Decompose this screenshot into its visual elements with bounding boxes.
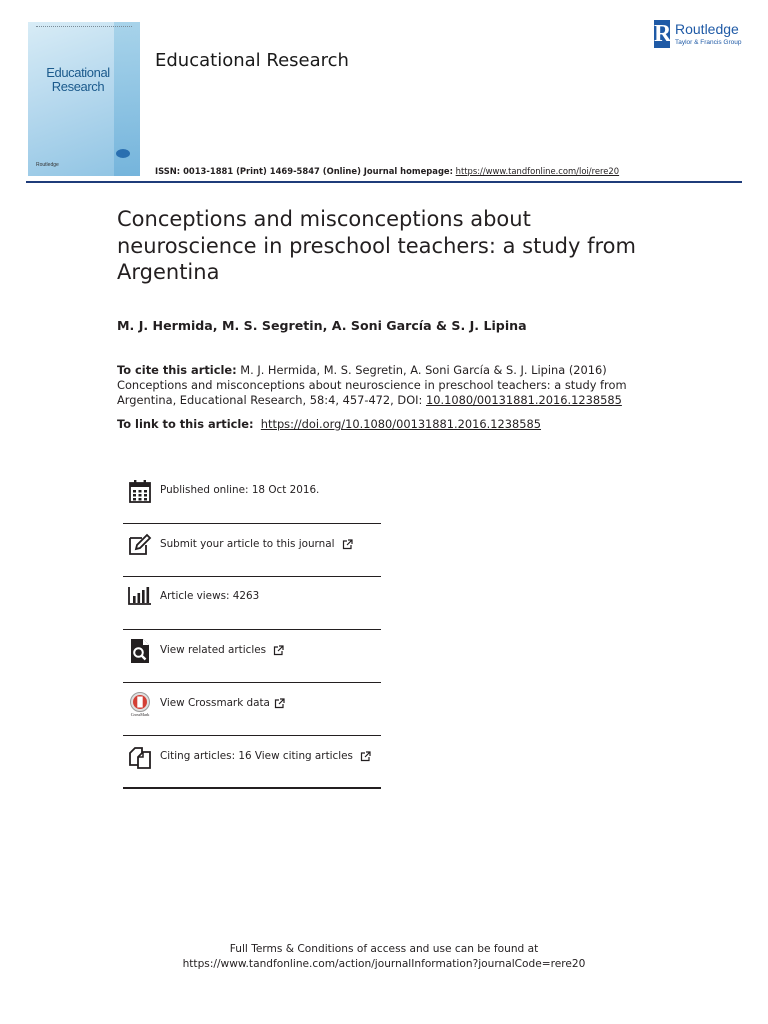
crossmark-caption: CrossMark [130, 712, 150, 717]
citation-label: To cite this article: [117, 363, 237, 377]
cover-logo-icon [116, 149, 130, 158]
citing-icon [127, 744, 153, 770]
publisher-subtitle: Taylor & Francis Group [675, 39, 742, 46]
header-divider [26, 181, 742, 183]
link-label: To link to this article: [117, 417, 254, 431]
divider [123, 576, 381, 577]
journal-name: Educational Research [155, 50, 349, 71]
issn-line [155, 166, 619, 176]
bar-chart-icon [127, 584, 153, 610]
citation-block [117, 363, 637, 409]
external-link-icon [360, 751, 371, 762]
footer-terms [0, 942, 768, 972]
divider [123, 735, 381, 736]
external-link-icon [342, 539, 353, 550]
article-views-text: Article views: 4263 [160, 590, 260, 602]
published-online-text: Published online: 18 Oct 2016. [160, 484, 320, 496]
divider [123, 682, 381, 683]
crossmark-icon [127, 691, 153, 717]
cover-publisher-mark: Routledge [36, 162, 59, 168]
divider [123, 787, 381, 789]
journal-homepage-link[interactable]: https://www.tandfonline.com/loi/rere20 [455, 166, 620, 176]
divider [123, 523, 381, 524]
related-search-icon [127, 638, 153, 664]
footer-terms-link[interactable]: https://www.tandfonline.com/action/journalInformation?journalCode=rere20 [182, 958, 586, 970]
article-link-line [117, 417, 541, 431]
article-doi-link[interactable]: https://doi.org/10.1080/00131881.2016.1238585 [260, 417, 542, 431]
calendar-icon [127, 478, 153, 504]
issn-text: ISSN: 0013-1881 (Print) 1469-5847 (Online) Journal homepage: [155, 166, 453, 176]
crossmark-link[interactable]: View Crossmark data [160, 697, 270, 709]
journal-cover-image [28, 22, 140, 176]
divider [123, 629, 381, 630]
related-articles-link[interactable]: View related articles [160, 644, 267, 656]
footer-line-1: Full Terms & Conditions of access and use can be found at [229, 943, 539, 955]
citing-articles-link[interactable]: Citing articles: 16 View citing articles [160, 750, 353, 762]
publisher-logo [654, 20, 746, 50]
external-link-icon [274, 698, 285, 709]
submit-article-link[interactable]: Submit your article to this journal [160, 538, 335, 550]
article-authors: M. J. Hermida, M. S. Segretin, A. Soni García & S. J. Lipina [117, 318, 527, 333]
cover-title: Educational Research [46, 65, 110, 94]
external-link-icon [273, 645, 284, 656]
edit-icon [127, 532, 153, 558]
citation-text: M. J. Hermida, M. S. Segretin, A. Soni García & S. J. Lipina (2016) Conceptions and misconceptions about neuroscience in preschool teachers: a study from Argentina, Educational Research, 58:4, 457-472, DOI: [117, 363, 627, 408]
citation-doi-link[interactable]: 10.1080/00131881.2016.1238585 [425, 393, 622, 408]
routledge-r-icon: R [654, 21, 672, 47]
publisher-name: Routledge [675, 21, 739, 37]
article-title: Conceptions and misconceptions about neuroscience in preschool teachers: a study from Argentina [117, 207, 636, 284]
